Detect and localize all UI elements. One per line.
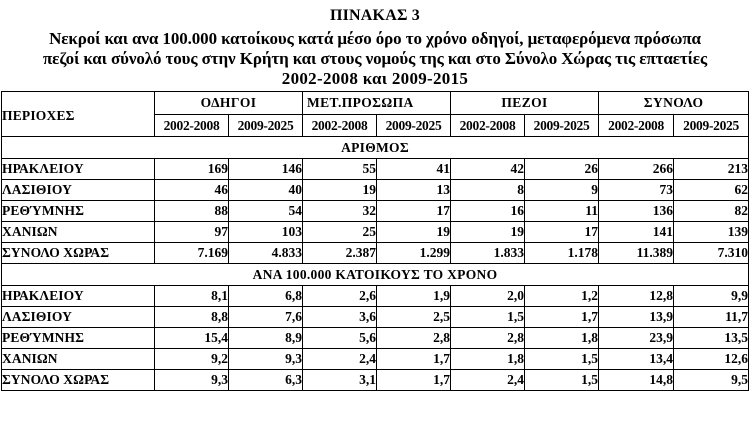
cell-value: 26 bbox=[525, 159, 599, 180]
cell-value: 2,8 bbox=[451, 328, 525, 349]
cell-value: 4.833 bbox=[229, 243, 303, 264]
cell-value: 15,4 bbox=[155, 328, 229, 349]
document-title-block bbox=[0, 0, 750, 87]
cell-value: 213 bbox=[674, 159, 749, 180]
table-body-per-100000 bbox=[2, 264, 749, 391]
cell-value: 1.178 bbox=[525, 243, 599, 264]
column-group-header-total: ΣΥΝΟΛΟ bbox=[599, 92, 749, 115]
table-row bbox=[2, 286, 749, 307]
period-header-pedestrians-1: 2002-2008 bbox=[451, 115, 525, 137]
cell-value: 9,3 bbox=[229, 349, 303, 370]
cell-value: 3,1 bbox=[303, 370, 377, 391]
cell-value: 1,7 bbox=[377, 349, 451, 370]
cell-value: 9,9 bbox=[674, 286, 749, 307]
cell-value: 9,5 bbox=[674, 370, 749, 391]
period-header-drivers-1: 2002-2008 bbox=[155, 115, 229, 137]
section-band-label-rates: ΑΝΑ 100.000 ΚΑΤΟΙΚΟΥΣ ΤΟ ΧΡΟΝΟ bbox=[2, 264, 749, 286]
cell-value: 1.833 bbox=[451, 243, 525, 264]
cell-value: 12,6 bbox=[674, 349, 749, 370]
statistics-table bbox=[1, 91, 749, 391]
cell-value: 54 bbox=[229, 201, 303, 222]
cell-value: 3,6 bbox=[303, 307, 377, 328]
table-row bbox=[2, 349, 749, 370]
table-row bbox=[2, 222, 749, 243]
cell-value: 1,5 bbox=[451, 307, 525, 328]
cell-value: 32 bbox=[303, 201, 377, 222]
cell-value: 169 bbox=[155, 159, 229, 180]
column-group-header-passengers: ΜΕΤ.ΠΡΟΣΩΠΑ bbox=[303, 92, 451, 115]
cell-value: 41 bbox=[377, 159, 451, 180]
row-label: ΡΕΘΎΜΝΗΣ bbox=[2, 328, 155, 349]
table-body-absolute-numbers bbox=[2, 137, 749, 264]
cell-value: 6,8 bbox=[229, 286, 303, 307]
period-header-passengers-1: 2002-2008 bbox=[303, 115, 377, 137]
cell-value: 1,8 bbox=[451, 349, 525, 370]
cell-value: 7.169 bbox=[155, 243, 229, 264]
table-row bbox=[2, 370, 749, 391]
cell-value: 97 bbox=[155, 222, 229, 243]
cell-value: 62 bbox=[674, 180, 749, 201]
cell-value: 46 bbox=[155, 180, 229, 201]
cell-value: 1,2 bbox=[525, 286, 599, 307]
cell-value: 141 bbox=[599, 222, 674, 243]
cell-value: 73 bbox=[599, 180, 674, 201]
period-header-total-2: 2009-2025 bbox=[674, 115, 749, 137]
cell-value: 1,7 bbox=[377, 370, 451, 391]
cell-value: 23,9 bbox=[599, 328, 674, 349]
table-row bbox=[2, 201, 749, 222]
caption-line-3: 2002-2008 και 2009-2015 bbox=[281, 69, 469, 88]
cell-value: 17 bbox=[377, 201, 451, 222]
cell-value: 42 bbox=[451, 159, 525, 180]
cell-value: 1.299 bbox=[377, 243, 451, 264]
table-group-header-row bbox=[2, 92, 749, 115]
row-label: ΣΥΝΟΛΟ ΧΩΡΑΣ bbox=[2, 370, 155, 391]
cell-value: 9,3 bbox=[155, 370, 229, 391]
period-header-total-1: 2002-2008 bbox=[599, 115, 674, 137]
cell-value: 2,5 bbox=[377, 307, 451, 328]
cell-value: 11 bbox=[525, 201, 599, 222]
cell-value: 88 bbox=[155, 201, 229, 222]
row-label: ΧΑΝΙΩΝ bbox=[2, 222, 155, 243]
row-label: ΧΑΝΙΩΝ bbox=[2, 349, 155, 370]
cell-value: 19 bbox=[303, 180, 377, 201]
cell-value: 8,1 bbox=[155, 286, 229, 307]
cell-value: 266 bbox=[599, 159, 674, 180]
cell-value: 9 bbox=[525, 180, 599, 201]
cell-value: 1,9 bbox=[377, 286, 451, 307]
cell-value: 19 bbox=[451, 222, 525, 243]
column-group-header-pedestrians: ΠΕΖΟΙ bbox=[451, 92, 599, 115]
cell-value: 13,4 bbox=[599, 349, 674, 370]
cell-value: 5,6 bbox=[303, 328, 377, 349]
row-label: ΗΡΑΚΛΕΙΟΥ bbox=[2, 159, 155, 180]
cell-value: 19 bbox=[377, 222, 451, 243]
column-header-regions bbox=[2, 92, 155, 137]
cell-value: 2,0 bbox=[451, 286, 525, 307]
cell-value: 2,4 bbox=[451, 370, 525, 391]
cell-value: 11,7 bbox=[674, 307, 749, 328]
row-label: ΛΑΣΙΘΙΟΥ bbox=[2, 307, 155, 328]
cell-value: 8,9 bbox=[229, 328, 303, 349]
table-row bbox=[2, 328, 749, 349]
section-band-label-counts: ΑΡΙΘΜΟΣ bbox=[2, 137, 749, 159]
period-header-pedestrians-2: 2009-2025 bbox=[525, 115, 599, 137]
cell-value: 8 bbox=[451, 180, 525, 201]
cell-value: 40 bbox=[229, 180, 303, 201]
table-row bbox=[2, 243, 749, 264]
cell-value: 2.387 bbox=[303, 243, 377, 264]
cell-value: 25 bbox=[303, 222, 377, 243]
page-title: ΠΙΝΑΚΑΣ 3 bbox=[329, 7, 421, 24]
cell-value: 2,6 bbox=[303, 286, 377, 307]
cell-value: 2,8 bbox=[377, 328, 451, 349]
cell-value: 1,5 bbox=[525, 370, 599, 391]
row-label: ΣΥΝΟΛΟ ΧΩΡΑΣ bbox=[2, 243, 155, 264]
cell-value: 16 bbox=[451, 201, 525, 222]
cell-value: 13 bbox=[377, 180, 451, 201]
table-row bbox=[2, 180, 749, 201]
cell-value: 13,5 bbox=[674, 328, 749, 349]
cell-value: 17 bbox=[525, 222, 599, 243]
cell-value: 11.389 bbox=[599, 243, 674, 264]
caption-line-2: πεζοί και σύνολό τους στην Κρήτη και στους νομούς της και στο Σύνολο Χώρας τις επταετίες bbox=[42, 49, 708, 68]
cell-value: 55 bbox=[303, 159, 377, 180]
cell-value: 139 bbox=[674, 222, 749, 243]
period-header-drivers-2: 2009-2025 bbox=[229, 115, 303, 137]
cell-value: 1,5 bbox=[525, 349, 599, 370]
column-group-header-drivers: ΟΔΗΓΟΙ bbox=[155, 92, 303, 115]
row-label: ΡΕΘΎΜΝΗΣ bbox=[2, 201, 155, 222]
cell-value: 1,7 bbox=[525, 307, 599, 328]
cell-value: 8,8 bbox=[155, 307, 229, 328]
column-header-regions-label: ΠΕΡΙΟΧΕΣ bbox=[2, 107, 75, 123]
cell-value: 136 bbox=[599, 201, 674, 222]
cell-value: 12,8 bbox=[599, 286, 674, 307]
section-band-row bbox=[2, 137, 749, 159]
cell-value: 103 bbox=[229, 222, 303, 243]
table-row bbox=[2, 159, 749, 180]
caption-line-1: Νεκροί και ανα 100.000 κατοίκους κατά μέσο όρο το χρόνο οδηγοί, μεταφερόμενα πρόσωπα bbox=[49, 29, 701, 48]
cell-value: 146 bbox=[229, 159, 303, 180]
period-header-passengers-2: 2009-2025 bbox=[377, 115, 451, 137]
cell-value: 6,3 bbox=[229, 370, 303, 391]
cell-value: 82 bbox=[674, 201, 749, 222]
cell-value: 2,4 bbox=[303, 349, 377, 370]
row-label: ΛΑΣΙΘΙΟΥ bbox=[2, 180, 155, 201]
cell-value: 1,8 bbox=[525, 328, 599, 349]
cell-value: 9,2 bbox=[155, 349, 229, 370]
cell-value: 13,9 bbox=[599, 307, 674, 328]
table-row bbox=[2, 307, 749, 328]
cell-value: 14,8 bbox=[599, 370, 674, 391]
cell-value: 7,6 bbox=[229, 307, 303, 328]
cell-value: 7.310 bbox=[674, 243, 749, 264]
table-head bbox=[2, 92, 749, 137]
row-label: ΗΡΑΚΛΕΙΟΥ bbox=[2, 286, 155, 307]
section-band-row bbox=[2, 264, 749, 286]
